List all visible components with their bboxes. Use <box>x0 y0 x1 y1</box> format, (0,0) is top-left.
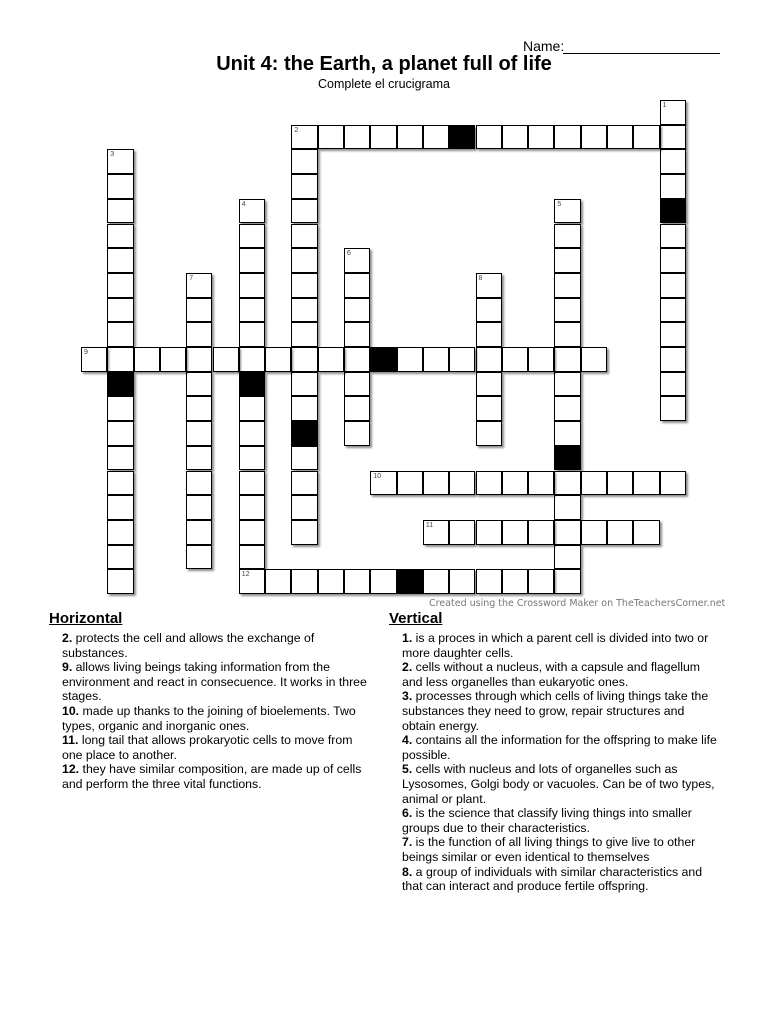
grid-cell[interactable] <box>633 520 659 545</box>
grid-cell[interactable] <box>107 149 133 174</box>
horizontal-clue <box>62 660 369 704</box>
grid-cell[interactable] <box>660 224 686 249</box>
grid-cell[interactable] <box>291 471 317 496</box>
horizontal-clues-section <box>49 610 369 792</box>
grid-cell[interactable] <box>554 520 580 545</box>
grid-cell[interactable] <box>554 569 580 594</box>
grid-block-cell <box>449 125 475 150</box>
grid-cell[interactable] <box>476 347 502 372</box>
cell-number: 1 <box>662 102 667 109</box>
vertical-clue <box>402 806 719 835</box>
grid-cell[interactable] <box>344 248 370 273</box>
horizontal-clue <box>62 631 369 660</box>
grid-cell[interactable] <box>107 545 133 570</box>
grid-cell[interactable] <box>107 569 133 594</box>
grid-cell[interactable] <box>397 347 423 372</box>
cell-number: 11 <box>425 521 434 529</box>
grid-cell[interactable] <box>423 471 449 496</box>
clue-number: 7. <box>402 835 413 850</box>
grid-cell[interactable] <box>160 347 186 372</box>
grid-cell[interactable] <box>291 174 317 199</box>
grid-block-cell <box>239 372 265 397</box>
cell-number: 6 <box>347 250 351 258</box>
grid-cell[interactable] <box>186 298 212 323</box>
grid-cell[interactable] <box>660 174 686 199</box>
vertical-clue <box>402 835 719 864</box>
grid-cell[interactable] <box>239 421 265 446</box>
grid-cell[interactable] <box>186 322 212 347</box>
grid-cell[interactable] <box>265 569 291 594</box>
grid-cell[interactable] <box>476 421 502 446</box>
grid-cell[interactable] <box>239 347 265 372</box>
grid-cell[interactable] <box>291 347 317 372</box>
grid-cell[interactable] <box>607 520 633 545</box>
grid-cell[interactable] <box>502 569 528 594</box>
cell-number: 5 <box>557 200 562 208</box>
grid-cell[interactable] <box>291 298 317 323</box>
grid-cell[interactable] <box>344 396 370 421</box>
grid-cell[interactable] <box>554 273 580 298</box>
grid-cell[interactable] <box>344 372 370 397</box>
grid-cell[interactable] <box>502 125 528 150</box>
grid-cell[interactable] <box>107 248 133 273</box>
grid-cell[interactable] <box>554 248 580 273</box>
grid-cell[interactable] <box>291 396 317 421</box>
grid-cell[interactable] <box>344 273 370 298</box>
vertical-clue <box>402 733 719 762</box>
cell-number: 7 <box>189 274 194 282</box>
clue-number: 1. <box>402 631 413 645</box>
clue-text: they have similar composition, are made up of cells and perform the three vital functions. <box>62 762 362 791</box>
cell-number: 8 <box>478 274 483 282</box>
grid-cell[interactable] <box>528 471 554 496</box>
grid-cell[interactable] <box>186 396 212 421</box>
grid-block-cell <box>107 372 133 397</box>
grid-cell[interactable] <box>476 471 502 496</box>
grid-cell[interactable] <box>554 545 580 570</box>
grid-cell[interactable] <box>476 569 502 594</box>
grid-cell[interactable] <box>239 298 265 323</box>
grid-cell[interactable] <box>554 125 580 150</box>
grid-cell[interactable] <box>239 446 265 471</box>
clue-text: processes through which cells of living things take the substances they need to grow, repair structures and obtain energy. <box>402 689 709 733</box>
clue-text: is the science that classify living things into smaller groups due to their characteristics. <box>402 806 692 835</box>
grid-cell[interactable] <box>554 199 580 224</box>
horizontal-clue <box>62 704 369 733</box>
grid-cell[interactable] <box>502 520 528 545</box>
cell-number: 12 <box>241 571 250 579</box>
grid-cell[interactable] <box>107 224 133 249</box>
clue-text: made up thanks to the joining of bioelements. Two types, organic and inorganic ones. <box>62 703 356 733</box>
grid-cell[interactable] <box>397 471 423 496</box>
clue-text: contains all the information for the offspring to make life possible. <box>402 733 717 762</box>
grid-cell[interactable] <box>423 347 449 372</box>
grid-cell[interactable] <box>107 446 133 471</box>
grid-cell[interactable] <box>186 495 212 520</box>
grid-cell[interactable] <box>660 248 686 273</box>
cell-number: 2 <box>294 126 299 134</box>
grid-cell[interactable] <box>476 298 502 323</box>
page-title: Unit 4: the Earth, a planet full of life <box>216 53 552 75</box>
grid-cell[interactable] <box>186 471 212 496</box>
vertical-clues-section <box>389 610 719 894</box>
clue-text: cells without a nucleus, with a capsule and flagellum and less organelles than eukaryotic ones. <box>402 660 701 689</box>
grid-cell[interactable] <box>607 471 633 496</box>
grid-cell[interactable] <box>291 273 317 298</box>
grid-cell[interactable] <box>476 396 502 421</box>
grid-cell[interactable] <box>528 347 554 372</box>
grid-cell[interactable] <box>239 495 265 520</box>
grid-cell[interactable] <box>107 298 133 323</box>
grid-cell[interactable] <box>554 421 580 446</box>
clue-text: is a proces in which a parent cell is divided into two or more daughter cells. <box>402 631 709 660</box>
vertical-heading: Vertical <box>389 610 443 627</box>
grid-block-cell <box>554 446 580 471</box>
horizontal-heading: Horizontal <box>49 610 123 627</box>
grid-cell[interactable] <box>660 149 686 174</box>
grid-block-cell <box>660 199 686 224</box>
cell-number: 3 <box>110 151 115 159</box>
clue-number: 2. <box>402 660 413 675</box>
horizontal-clue-list <box>49 631 369 792</box>
grid-cell[interactable] <box>554 347 580 372</box>
grid-cell[interactable] <box>291 199 317 224</box>
grid-cell[interactable] <box>81 347 107 372</box>
clue-number: 2. <box>62 631 73 645</box>
grid-cell[interactable] <box>291 520 317 545</box>
clue-number: 4. <box>402 733 413 748</box>
grid-cell[interactable] <box>607 125 633 150</box>
grid-cell[interactable] <box>291 569 317 594</box>
grid-cell[interactable] <box>318 125 344 150</box>
grid-cell[interactable] <box>291 372 317 397</box>
grid-cell[interactable] <box>107 396 133 421</box>
grid-cell[interactable] <box>134 347 160 372</box>
grid-cell[interactable] <box>423 125 449 150</box>
grid-cell[interactable] <box>291 495 317 520</box>
grid-cell[interactable] <box>449 347 475 372</box>
grid-cell[interactable] <box>581 347 607 372</box>
grid-cell[interactable] <box>239 471 265 496</box>
page-subtitle: Complete el crucigrama <box>318 77 450 91</box>
grid-cell[interactable] <box>239 224 265 249</box>
grid-cell[interactable] <box>107 421 133 446</box>
grid-cell[interactable] <box>291 446 317 471</box>
grid-cell[interactable] <box>660 322 686 347</box>
clue-number: 6. <box>402 806 413 821</box>
horizontal-clue <box>62 733 369 762</box>
grid-cell[interactable] <box>660 347 686 372</box>
grid-cell[interactable] <box>423 569 449 594</box>
clue-text: allows living beings taking information from the environment and react in consecuence. It works in three stages. <box>62 660 367 704</box>
grid-cell[interactable] <box>528 125 554 150</box>
grid-cell[interactable] <box>370 471 396 496</box>
grid-cell[interactable] <box>291 149 317 174</box>
grid-cell[interactable] <box>291 248 317 273</box>
grid-cell[interactable] <box>660 125 686 150</box>
grid-block-cell <box>397 569 423 594</box>
grid-cell[interactable] <box>107 322 133 347</box>
grid-cell[interactable] <box>107 495 133 520</box>
grid-cell[interactable] <box>239 248 265 273</box>
grid-cell[interactable] <box>186 520 212 545</box>
grid-cell[interactable] <box>318 347 344 372</box>
grid-cell[interactable] <box>291 322 317 347</box>
grid-cell[interactable] <box>318 569 344 594</box>
grid-cell[interactable] <box>397 125 423 150</box>
clue-text: a group of individuals with similar characteristics and that can interact and produce fertile offspring. <box>402 864 703 894</box>
grid-cell[interactable] <box>107 347 133 372</box>
grid-cell[interactable] <box>554 495 580 520</box>
vertical-clue <box>402 762 719 806</box>
vertical-clue-list <box>389 631 719 894</box>
grid-cell[interactable] <box>239 545 265 570</box>
grid-cell[interactable] <box>554 471 580 496</box>
grid-cell[interactable] <box>528 520 554 545</box>
grid-cell[interactable] <box>107 520 133 545</box>
grid-cell[interactable] <box>186 545 212 570</box>
cell-number: 10 <box>373 472 382 480</box>
grid-cell[interactable] <box>528 569 554 594</box>
grid-cell[interactable] <box>344 569 370 594</box>
grid-cell[interactable] <box>449 569 475 594</box>
cell-number: 9 <box>84 349 88 356</box>
grid-cell[interactable] <box>502 347 528 372</box>
grid-cell[interactable] <box>291 224 317 249</box>
grid-cell[interactable] <box>107 174 133 199</box>
grid-cell[interactable] <box>476 125 502 150</box>
grid-cell[interactable] <box>423 520 449 545</box>
grid-block-cell <box>291 421 317 446</box>
grid-cell[interactable] <box>660 372 686 397</box>
credit-text: Created using the Crossword Maker on TheTeachersCorner.net <box>429 598 726 609</box>
grid-cell[interactable] <box>554 396 580 421</box>
grid-cell[interactable] <box>239 520 265 545</box>
clue-text: is the function of all living things to give live to other beings similar or even identical to themselves <box>402 835 696 864</box>
grid-cell[interactable] <box>502 471 528 496</box>
vertical-clue <box>402 689 719 733</box>
grid-cell[interactable] <box>186 372 212 397</box>
grid-cell[interactable] <box>239 396 265 421</box>
grid-cell[interactable] <box>633 125 659 150</box>
grid-cell[interactable] <box>660 100 686 125</box>
grid-cell[interactable] <box>554 322 580 347</box>
grid-cell[interactable] <box>660 298 686 323</box>
vertical-clue <box>402 660 719 689</box>
grid-cell[interactable] <box>213 347 239 372</box>
grid-cell[interactable] <box>291 125 317 150</box>
grid-cell[interactable] <box>239 569 265 594</box>
clue-number: 9. <box>62 660 73 675</box>
grid-cell[interactable] <box>186 273 212 298</box>
grid-cell[interactable] <box>476 372 502 397</box>
grid-cell[interactable] <box>476 273 502 298</box>
grid-cell[interactable] <box>107 471 133 496</box>
grid-cell[interactable] <box>344 347 370 372</box>
clue-number: 12. <box>62 762 80 777</box>
clue-number: 3. <box>402 689 413 704</box>
clue-number: 10. <box>62 703 80 718</box>
clue-number: 5. <box>402 762 413 777</box>
grid-cell[interactable] <box>344 421 370 446</box>
grid-cell[interactable] <box>554 224 580 249</box>
clue-text: cells with nucleus and lots of organelles such as Lysosomes, Golgi body or vacuoles. Can be of two types, animal or plant. <box>402 762 715 806</box>
horizontal-clue <box>62 762 369 791</box>
grid-cell[interactable] <box>344 322 370 347</box>
grid-cell[interactable] <box>370 125 396 150</box>
cell-number: 4 <box>241 200 246 208</box>
grid-block-cell <box>370 347 396 372</box>
grid-cell[interactable] <box>186 446 212 471</box>
grid-cell[interactable] <box>581 471 607 496</box>
vertical-clue <box>402 631 719 660</box>
grid-cell[interactable] <box>107 199 133 224</box>
grid-cell[interactable] <box>265 347 291 372</box>
grid-cell[interactable] <box>581 520 607 545</box>
grid-cell[interactable] <box>239 322 265 347</box>
grid-cell[interactable] <box>239 273 265 298</box>
name-label: Name: <box>523 38 565 54</box>
grid-cell[interactable] <box>660 396 686 421</box>
clue-number: 8. <box>402 864 413 879</box>
grid-cell[interactable] <box>370 569 396 594</box>
vertical-clue <box>402 865 719 894</box>
grid-cell[interactable] <box>186 347 212 372</box>
grid-cell[interactable] <box>344 298 370 323</box>
grid-cell[interactable] <box>107 273 133 298</box>
grid-cell[interactable] <box>449 471 475 496</box>
grid-cell[interactable] <box>633 471 659 496</box>
grid-cell[interactable] <box>476 520 502 545</box>
grid-cell[interactable] <box>186 421 212 446</box>
clue-text: protects the cell and allows the exchange of substances. <box>62 631 315 660</box>
grid-cell[interactable] <box>660 471 686 496</box>
grid-cell[interactable] <box>554 372 580 397</box>
grid-cell[interactable] <box>449 520 475 545</box>
grid-cell[interactable] <box>660 273 686 298</box>
grid-cell[interactable] <box>344 125 370 150</box>
grid-cell[interactable] <box>554 298 580 323</box>
grid-cell[interactable] <box>239 199 265 224</box>
clue-text: long tail that allows prokaryotic cells to move from one place to another. <box>62 733 353 762</box>
grid-cell[interactable] <box>581 125 607 150</box>
grid-cell[interactable] <box>476 322 502 347</box>
clue-number: 11. <box>62 733 79 748</box>
